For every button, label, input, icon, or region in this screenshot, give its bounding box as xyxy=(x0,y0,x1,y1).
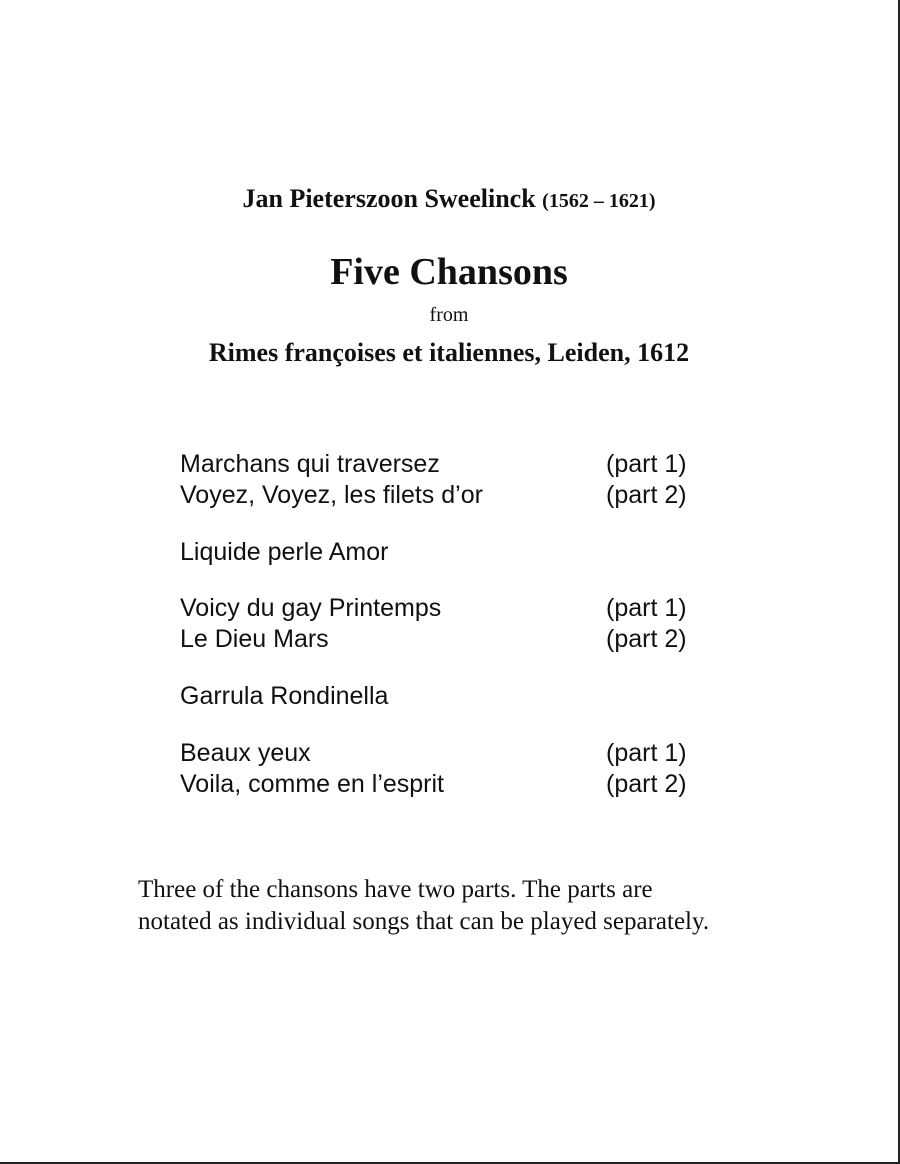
note-line: notated as individual songs that can be played separately. xyxy=(138,908,710,935)
composer-dates: (1562 – 1621) xyxy=(542,190,656,212)
composer-name: Jan Pieterszoon Sweelinck xyxy=(242,184,536,213)
song-title: Garrula Rondinella xyxy=(180,682,389,710)
song-title: Voicy du gay Printemps xyxy=(180,594,442,622)
song-title: Liquide perle Amor xyxy=(180,538,389,566)
page-title: Five Chansons xyxy=(330,251,568,293)
song-part: (part 1) xyxy=(606,450,687,478)
composer-line xyxy=(0,184,898,214)
song-title: Voyez, Voyez, les filets d’or xyxy=(180,481,483,509)
song-title: Beaux yeux xyxy=(180,739,311,767)
song-part: (part 2) xyxy=(606,625,687,653)
source-title: Rimes françoises et italiennes, Leiden, 1612 xyxy=(208,338,690,367)
song-part: (part 1) xyxy=(606,739,687,767)
song-title: Le Dieu Mars xyxy=(180,625,329,653)
note-line: Three of the chansons have two parts. The parts are xyxy=(138,876,653,903)
song-part: (part 2) xyxy=(606,481,687,509)
song-title: Marchans qui traversez xyxy=(180,450,440,478)
song-title: Voila, comme en l’esprit xyxy=(180,770,445,798)
song-part: (part 1) xyxy=(606,594,687,622)
song-part: (part 2) xyxy=(606,770,687,798)
from-label: from xyxy=(429,304,469,326)
explanatory-note xyxy=(138,874,778,938)
